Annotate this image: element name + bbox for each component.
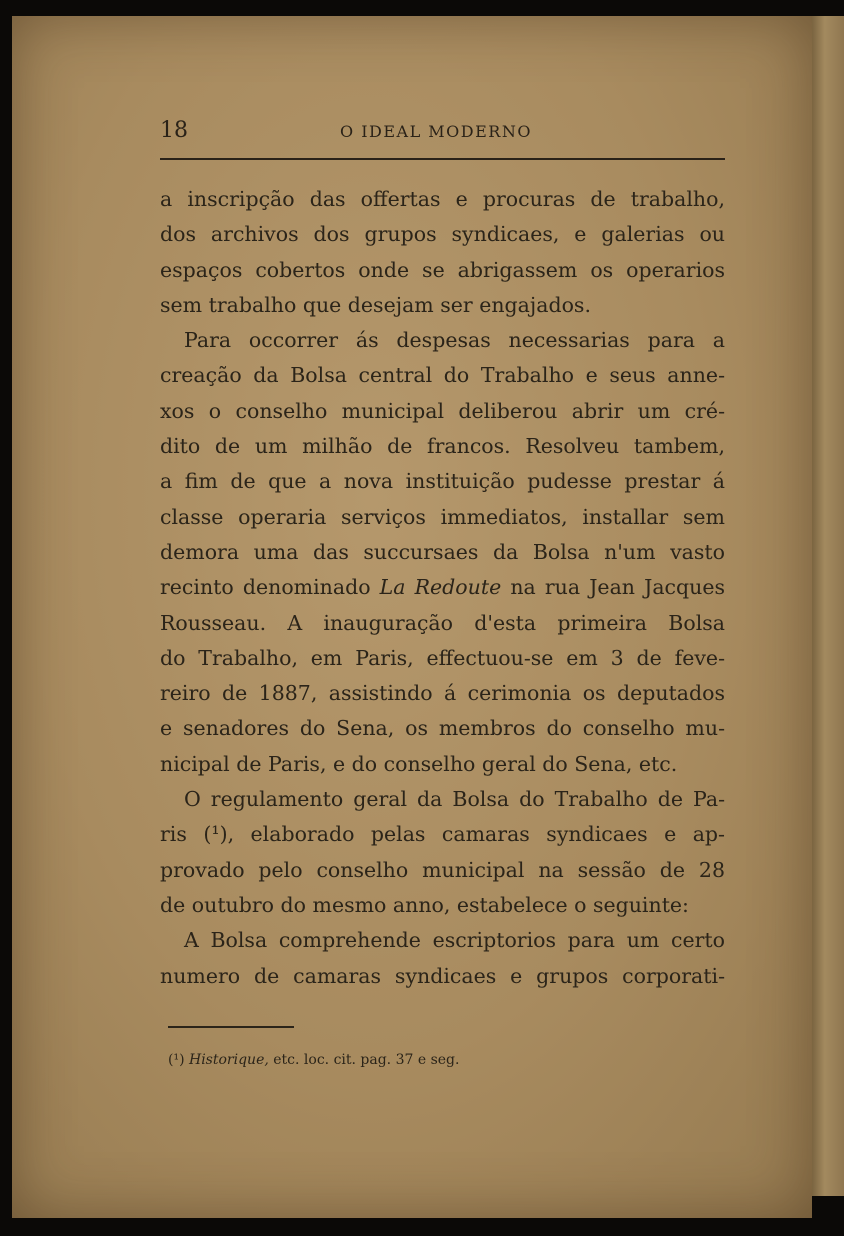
footnote-reference: etc. loc. cit. pag. 37 e seg. — [268, 1052, 460, 1068]
text-line: xos o conselho municipal deliberou abrir um cré- — [160, 398, 725, 423]
text-line: O regulamento geral da Bolsa do Trabalho de Pa- — [184, 787, 725, 812]
adjacent-page-edge — [812, 16, 844, 1196]
page-number: 18 — [160, 118, 188, 143]
text-line: do Trabalho, em Paris, effectuou-se em 3 de feve- — [160, 645, 725, 670]
text-line: sem trabalho que desejam ser engajados. — [160, 292, 591, 317]
text-line: e senadores do Sena, os membros do conselho mu- — [160, 716, 725, 741]
text-line: Para occorrer ás despesas necessarias para a — [184, 328, 725, 353]
text-line: espaços cobertos onde se abrigassem os operarios — [160, 257, 725, 282]
footnote-source: Historique, — [189, 1052, 269, 1068]
text-line: numero de camaras syndicaes e grupos corporati- — [160, 963, 725, 988]
text-line: a fim de que a nova instituição pudesse prestar á — [160, 469, 725, 494]
running-title: O IDEAL MODERNO — [340, 122, 532, 141]
body-text — [160, 182, 725, 994]
text-line: A Bolsa comprehende escriptorios para um certo — [184, 928, 725, 953]
footnote — [168, 1052, 588, 1068]
text-line: nicipal de Paris, e do conselho geral do Sena, etc. — [160, 751, 678, 776]
text-line: Rousseau. A inauguração d'esta primeira Bolsa — [160, 610, 725, 635]
text-fragment: recinto denominado — [160, 575, 380, 600]
text-line: demora uma das succursaes da Bolsa n'um vasto — [160, 539, 725, 564]
text-line: creação da Bolsa central do Trabalho e seus anne- — [160, 363, 725, 388]
page-header — [160, 116, 725, 152]
text-line: provado pelo conselho municipal na sessão de 28 — [160, 857, 725, 882]
text-line: a inscripção das offertas e procuras de trabalho, — [160, 187, 725, 211]
text-line-with-title — [160, 570, 725, 605]
text-line: dos archivos dos grupos syndicaes, e galerias ou — [160, 222, 725, 247]
text-line: de outubro do mesmo anno, estabelece o seguinte: — [160, 892, 689, 917]
italic-place-name: La Redoute — [379, 575, 502, 600]
text-line: reiro de 1887, assistindo á cerimonia os deputados — [160, 681, 725, 706]
header-rule — [160, 158, 725, 160]
text-line: classe operaria serviços immediatos, installar sem — [160, 504, 725, 529]
footnote-marker: (¹) — [168, 1052, 185, 1068]
footnote-rule — [168, 1026, 294, 1028]
text-line: dito de um milhão de francos. Resolveu tambem, — [160, 434, 725, 459]
text-fragment: na rua Jean Jacques — [501, 575, 725, 600]
text-line: ris (¹), elaborado pelas camaras syndicaes e ap- — [160, 822, 725, 847]
